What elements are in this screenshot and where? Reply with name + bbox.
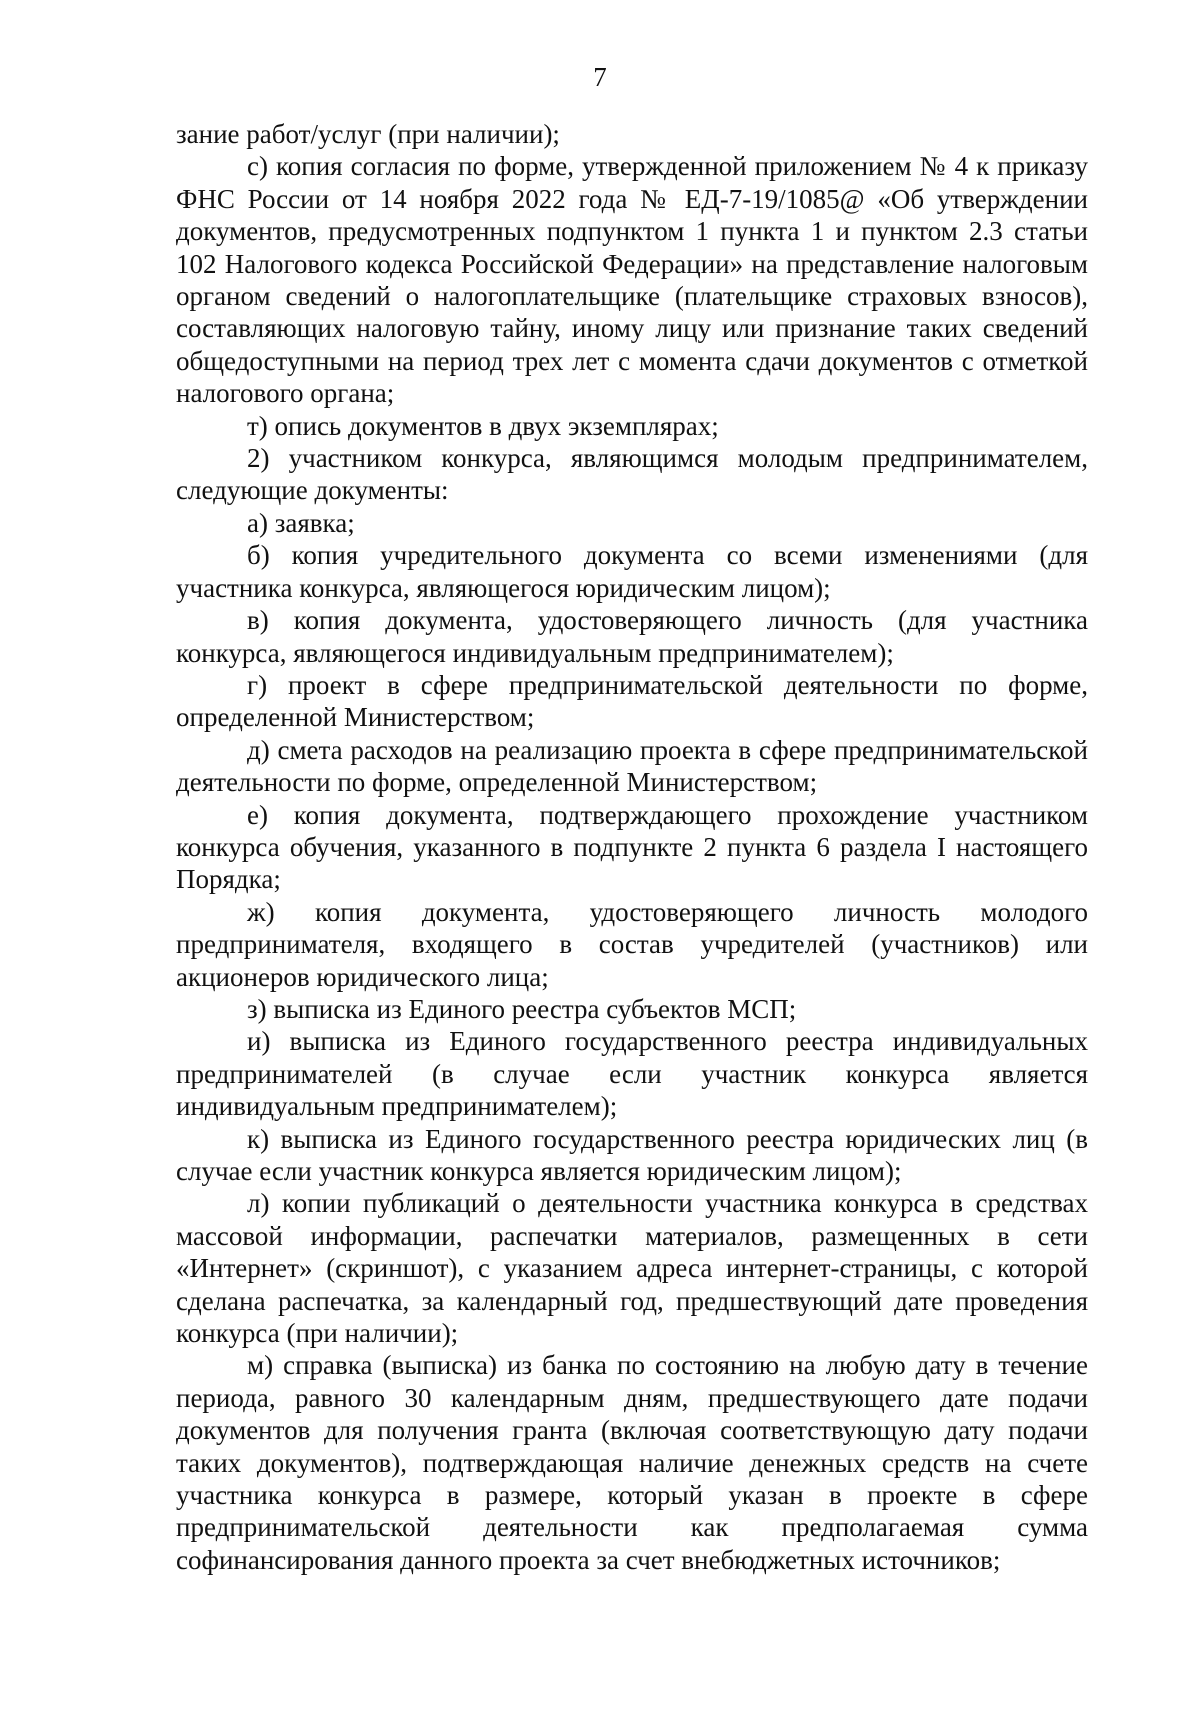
paragraph-item-d: д) смета расходов на реализацию проекта в сфере предпринимательской деятельности по форме, определенной Министерством; [176,734,1088,798]
paragraph-item-m: м) справка (выписка) из банка по состоянию на любую дату в течение периода, равного 30 календарным дням, предшествующего дате подачи документов для получения гранта (включая соответствующую дату подачи таких документов), подтверждающая наличие денежных средств на счете участника конкурса в размере, который указан в проекте в сфере предпринимательской деятельности как предполагаемая сумма софинансирования данного проекта за счет внебюджетных источников; [176,1350,1088,1575]
paragraph-item-a: а) заявка; [247,507,355,538]
paragraph-continuation: зание работ/услуг (при наличии); [176,119,560,149]
page-number: 7 [593,62,607,92]
paragraph-item-l: л) копии публикаций о деятельности участника конкурса в средствах массовой информации, распечатки материалов, размещенных в сети «Интернет» (скриншот), с указанием адреса интернет-страницы, с которой сделана распечатка, за календарный год, предшествующий дате проведения конкурса (при наличии); [176,1188,1088,1349]
paragraph-item-z: з) выписка из Единого реестра субъектов МСП; [247,993,797,1024]
paragraph-item-i: и) выписка из Единого государственного реестра индивидуальных предпринимателей (в случае если участник конкурса является индивидуальным предпринимателем); [176,1026,1088,1122]
paragraph-item-t: т) опись документов в двух экземплярах; [247,410,719,441]
paragraph-item-zh: ж) копия документа, удостоверяющего личность молодого предпринимателя, входящего в состав учредителей (участников) или акционеров юридического лица; [176,896,1088,992]
document-body [176,118,1088,1576]
paragraph-item-k: к) выписка из Единого государственного реестра юридических лиц (в случае если участник конкурса является юридическим лицом); [176,1123,1088,1186]
paragraph-item-b: б) копия учредительного документа со всеми изменениями (для участника конкурса, являющегося юридическим лицом); [176,540,1088,603]
paragraph-item-v: в) копия документа, удостоверяющего личность (для участника конкурса, являющегося индивидуальным предпринимателем); [176,605,1088,668]
paragraph-item-g: г) проект в сфере предпринимательской деятельности по форме, определенной Министерством; [176,669,1088,733]
paragraph-item-s: с) копия согласия по форме, утвержденной приложением № 4 к приказу ФНС России от 14 ноября 2022 года № ЕД-7-19/1085@ «Об утверждении документов, предусмотренных подпунктом 1 пункта 1 и пунктом 2.3 статьи 102 Налогового кодекса Российской Федерации» на представление налоговым органом сведений о налогоплательщике (плательщике страховых взносов), составляющих налоговую тайну, иному лицу или признание таких сведений общедоступными на период трех лет с момента сдачи документов с отметкой налогового органа; [176,151,1088,409]
paragraph-item-2: 2) участником конкурса, являющимся молодым предпринимателем, следующие документы: [176,443,1088,506]
paragraph-item-e: е) копия документа, подтверждающего прохождение участником конкурса обучения, указанного в подпункте 2 пункта 6 раздела I настоящего Порядка; [176,799,1088,895]
